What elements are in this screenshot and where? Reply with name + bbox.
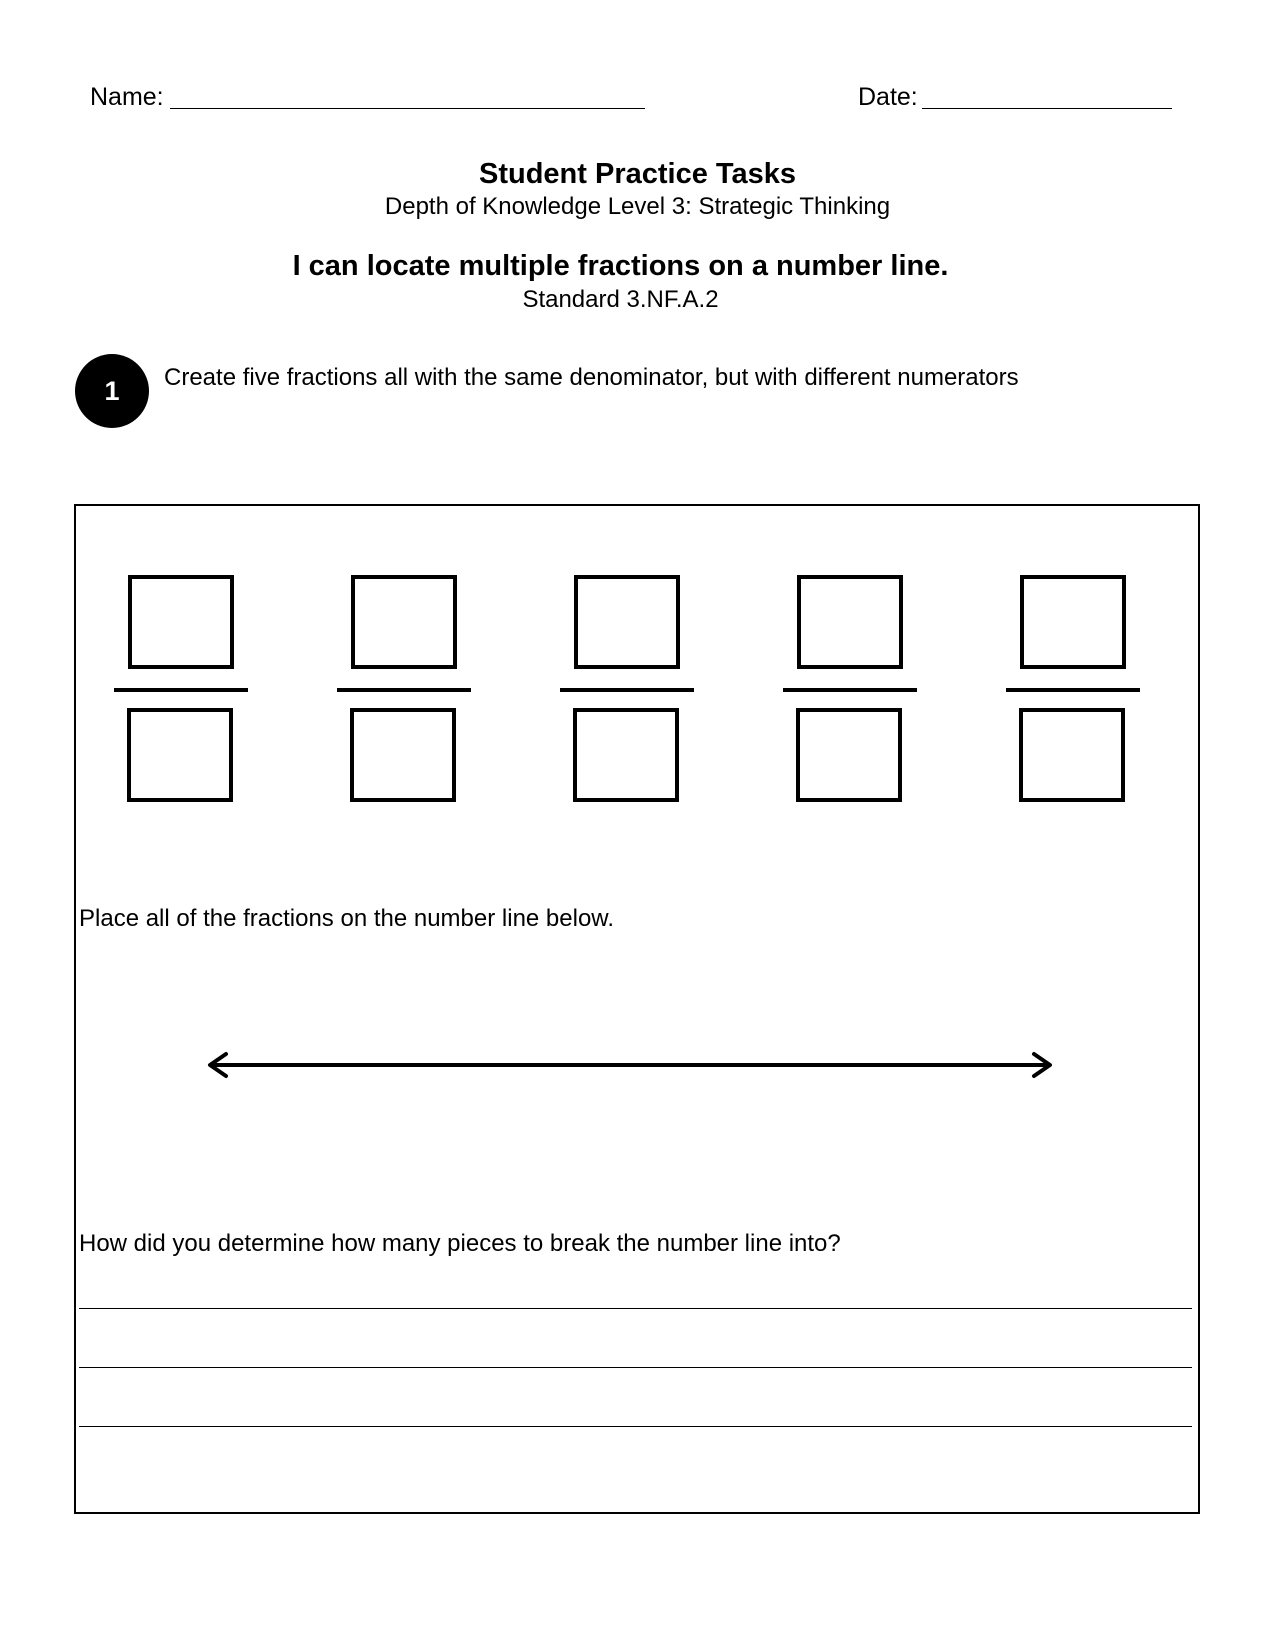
- date-field[interactable]: [922, 84, 1172, 109]
- fraction-bar: [560, 688, 694, 692]
- fraction-bar: [1006, 688, 1140, 692]
- place-prompt: Place all of the fractions on the number line below.: [79, 905, 614, 932]
- numerator-box[interactable]: [351, 575, 457, 669]
- name-field[interactable]: [170, 84, 645, 109]
- name-label: Name:: [90, 83, 164, 111]
- denominator-box[interactable]: [1019, 708, 1125, 802]
- answer-line[interactable]: [79, 1367, 1192, 1368]
- page-title: Student Practice Tasks: [479, 158, 796, 190]
- denominator-box[interactable]: [350, 708, 456, 802]
- task-number: 1: [104, 375, 120, 406]
- denominator-box[interactable]: [796, 708, 902, 802]
- numerator-box[interactable]: [1020, 575, 1126, 669]
- numerator-box[interactable]: [128, 575, 234, 669]
- task-instruction: Create five fractions all with the same denominator, but with different numerators: [164, 364, 1019, 391]
- dok-subtitle: Depth of Knowledge Level 3: Strategic Thinking: [384, 193, 891, 220]
- answer-line[interactable]: [79, 1426, 1192, 1427]
- denominator-box[interactable]: [127, 708, 233, 802]
- date-label: Date:: [858, 83, 918, 111]
- standard-code: Standard 3.NF.A.2: [522, 286, 719, 313]
- number-line[interactable]: [200, 1050, 1060, 1080]
- task-number-badge: [75, 354, 149, 428]
- numerator-box[interactable]: [574, 575, 680, 669]
- learning-objective: I can locate multiple fractions on a number line.: [292, 250, 949, 282]
- fraction-bar: [783, 688, 917, 692]
- denominator-box[interactable]: [573, 708, 679, 802]
- answer-line[interactable]: [79, 1308, 1192, 1309]
- fraction-bar: [337, 688, 471, 692]
- fraction-bar: [114, 688, 248, 692]
- reflection-question: How did you determine how many pieces to break the number line into?: [79, 1230, 841, 1257]
- numerator-box[interactable]: [797, 575, 903, 669]
